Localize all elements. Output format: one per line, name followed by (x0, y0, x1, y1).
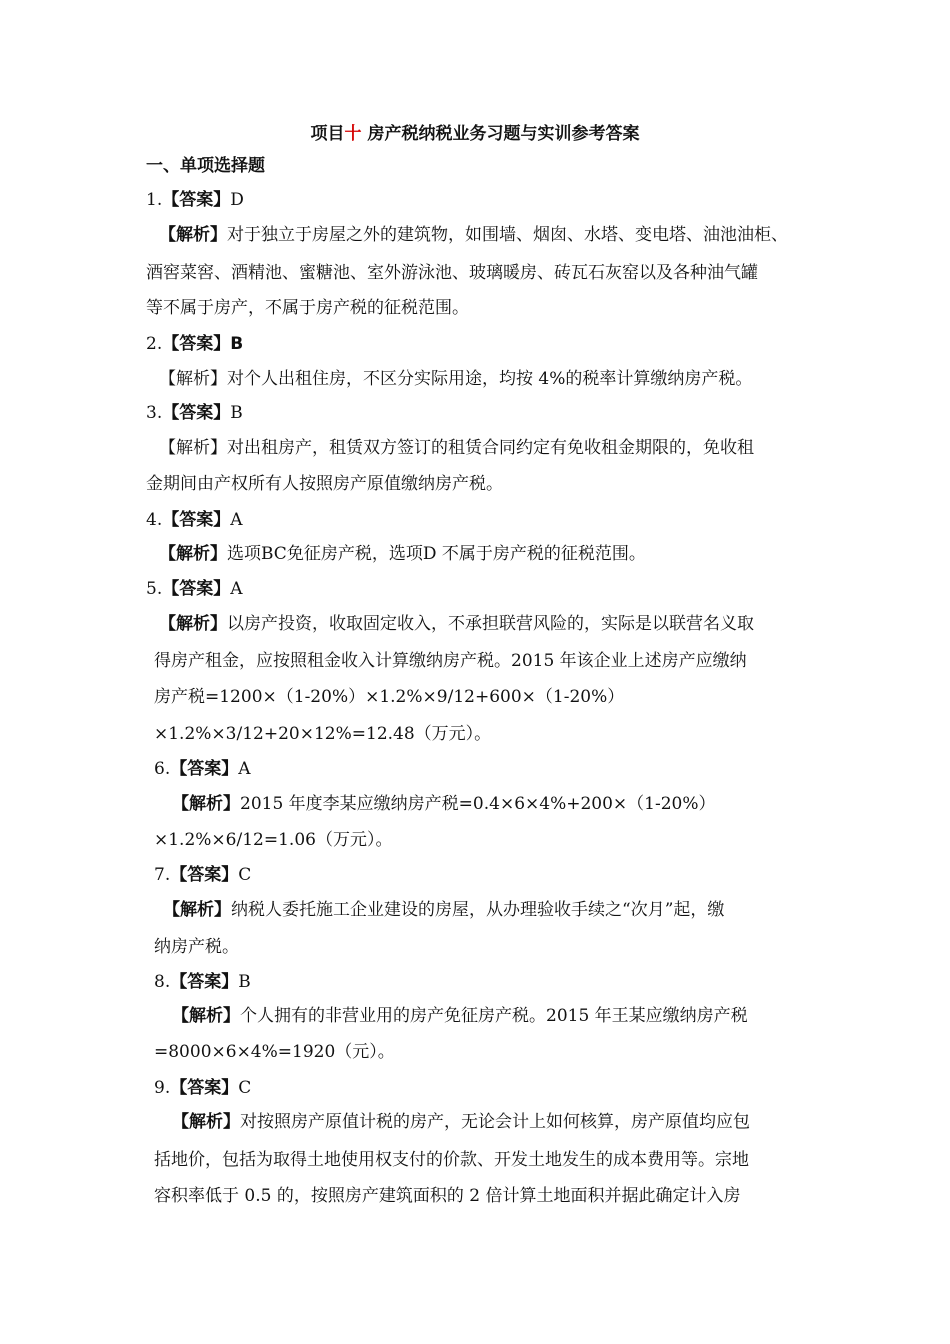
q5-explanation-line: 【解析】以房产投资，收取固定收入，不承担联营风险的，实际是以联营名义取 (159, 614, 754, 634)
q5-explanation-line: 房产税=1200×（1-20%）×1.2%×9/12+600×（1-20%） (154, 687, 625, 707)
q3-answer (146, 401, 243, 425)
answer-label: 【答案】 (170, 759, 239, 779)
q8-number: 8. (154, 972, 171, 992)
answer-label: 【答案】 (162, 579, 231, 599)
answer-label: 【答案】 (170, 972, 239, 992)
q2-explanation-line: 【解析】对个人出租住房，不区分实际用途，均按 4%的税率计算缴纳房产税。 (159, 369, 753, 389)
q4-answer (146, 508, 243, 532)
q8-answer (154, 970, 251, 994)
q4-explanation-line: 【解析】选项BC免征房产税，选项D 不属于房产税的征税范围。 (159, 544, 646, 564)
q5-answer-value: A (230, 579, 243, 599)
q8-explanation-line: =8000×6×4%=1920（元）。 (154, 1042, 395, 1062)
q8-explanation-line: 【解析】个人拥有的非营业用的房产免征房产税。2015 年王某应缴纳房产税 (172, 1006, 748, 1026)
q4-number: 4. (146, 510, 163, 530)
q9-answer (154, 1076, 251, 1100)
title-number: 十 (344, 124, 362, 144)
answer-label: 【答案】 (162, 190, 231, 210)
explanation-label: 【解析】 (159, 544, 227, 564)
title-rest: 房产税纳税业务习题与实训参考答案 (361, 124, 640, 144)
q1-explanation-line: 等不属于房产，不属于房产税的征税范围。 (146, 298, 469, 318)
title-prefix: 项目 (310, 124, 345, 144)
q3-explanation-line: 金期间由产权所有人按照房产原值缴纳房产税。 (146, 474, 503, 494)
explanation-label: 【解析】 (163, 900, 231, 920)
q6-explanation-line: 【解析】2015 年度李某应缴纳房产税=0.4×6×4%+200×（1-20%） (172, 794, 716, 814)
q1-explanation-line: 【解析】对于独立于房屋之外的建筑物，如围墙、烟囱、水塔、变电塔、油池油柜、 (159, 225, 788, 245)
q4-answer-value: A (230, 510, 243, 530)
q2-answer-value: B (230, 334, 244, 354)
explanation-label: 【解析】 (159, 369, 227, 389)
q6-explanation-line: ×1.2%×6/12=1.06（万元）。 (154, 830, 393, 850)
q7-explanation-line: 纳房产税。 (154, 937, 239, 957)
answer-label: 【答案】 (162, 510, 231, 530)
q9-explanation-line: 括地价，包括为取得土地使用权支付的价款、开发土地发生的成本费用等。宗地 (154, 1150, 749, 1170)
q7-explanation-line: 【解析】纳税人委托施工企业建设的房屋，从办理验收手续之“次月”起，缴 (163, 900, 725, 920)
answer-label: 【答案】 (162, 403, 231, 423)
q9-number: 9. (154, 1078, 171, 1098)
q3-number: 3. (146, 403, 163, 423)
answer-label: 【答案】 (170, 1078, 239, 1098)
q7-answer (154, 863, 251, 887)
q9-explanation-line: 容积率低于 0.5 的，按照房产建筑面积的 2 倍计算土地面积并据此确定计入房 (154, 1186, 741, 1206)
q1-answer-value: D (230, 190, 244, 210)
explanation-label: 【解析】 (159, 614, 227, 634)
explanation-label: 【解析】 (159, 225, 227, 245)
q7-answer-value: C (238, 865, 252, 885)
q1-explanation-line: 酒窖菜窖、酒精池、蜜糖池、室外游泳池、玻璃暖房、砖瓦石灰窑以及各种油气罐 (146, 263, 758, 283)
q8-answer-value: B (238, 972, 251, 992)
q1-answer (146, 188, 244, 212)
q6-answer-value: A (238, 759, 251, 779)
q9-explanation-line: 【解析】对按照房产原值计税的房产，无论会计上如何核算，房产原值均应包 (172, 1112, 750, 1132)
q2-answer (146, 332, 243, 356)
q1-number: 1. (146, 190, 163, 210)
q6-number: 6. (154, 759, 171, 779)
answer-label: 【答案】 (170, 865, 239, 885)
q5-answer (146, 577, 243, 601)
q5-explanation-line: ×1.2%×3/12+20×12%=12.48（万元）。 (154, 724, 492, 744)
explanation-label: 【解析】 (159, 438, 227, 458)
explanation-label: 【解析】 (172, 1112, 240, 1132)
q6-answer (154, 757, 251, 781)
q3-answer-value: B (230, 403, 243, 423)
q5-number: 5. (146, 579, 163, 599)
q9-answer-value: C (238, 1078, 252, 1098)
q7-number: 7. (154, 865, 171, 885)
q3-explanation-line: 【解析】对出租房产，租赁双方签订的租赁合同约定有免收租金期限的，免收租 (159, 438, 754, 458)
q2-number: 2. (146, 334, 163, 354)
explanation-label: 【解析】 (172, 1006, 240, 1026)
explanation-label: 【解析】 (172, 794, 240, 814)
page-title (0, 121, 950, 147)
answer-label: 【答案】 (162, 334, 231, 354)
section-heading: 一、单项选择题 (146, 156, 265, 176)
q5-explanation-line: 得房产租金，应按照租金收入计算缴纳房产税。2015 年该企业上述房产应缴纳 (154, 651, 747, 671)
